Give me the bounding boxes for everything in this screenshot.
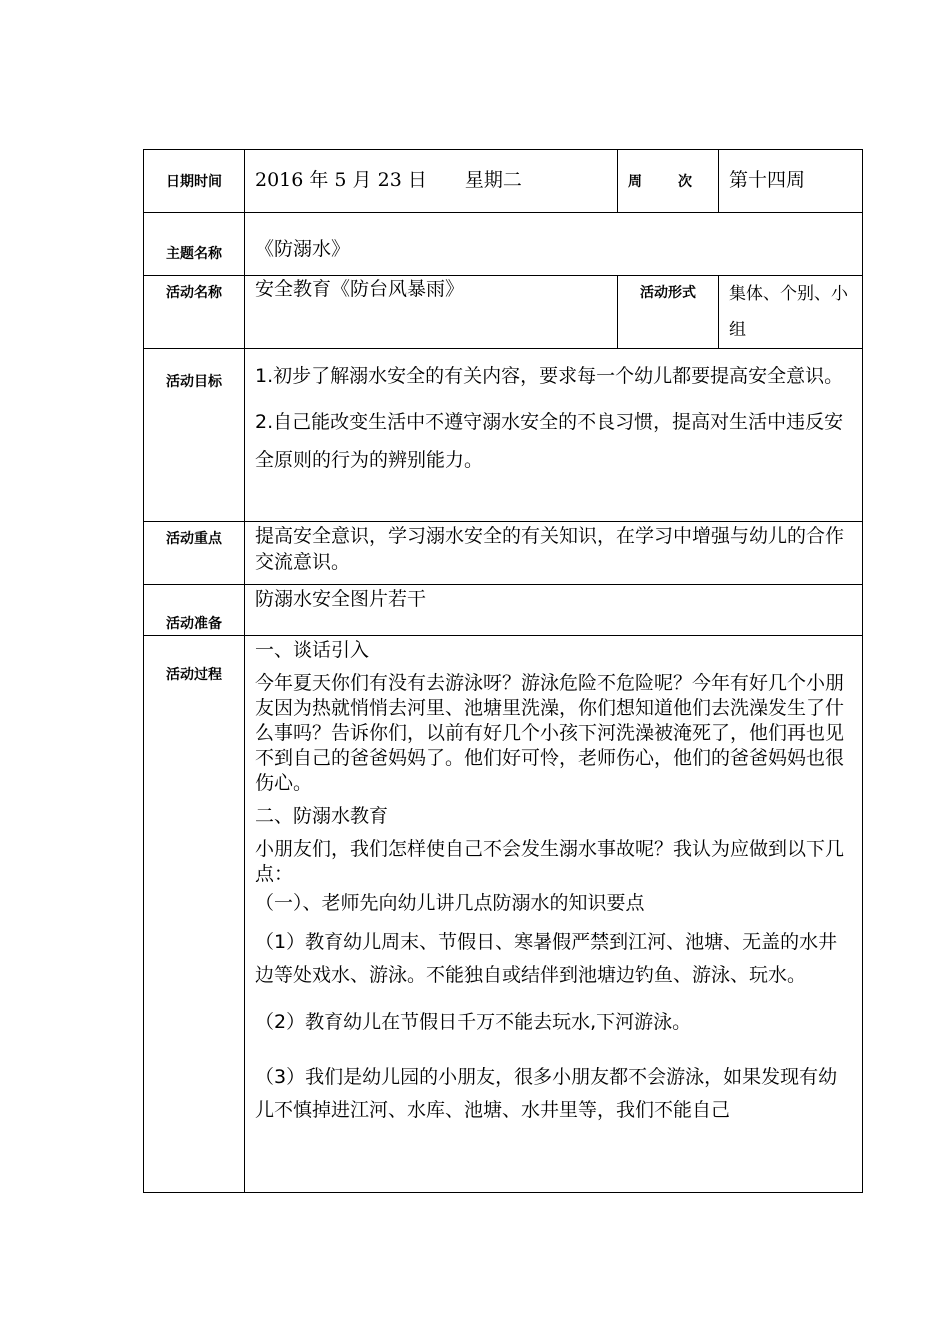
- row-date: [144, 150, 863, 213]
- form-value: [719, 276, 863, 349]
- prep-value: [245, 585, 863, 636]
- activity-label: [144, 276, 245, 349]
- form-value-text: 集体、个别、小组: [729, 284, 848, 340]
- theme-label: [144, 213, 245, 276]
- activity-value-text: 安全教育《防台风暴雨》: [255, 278, 465, 300]
- week-label-b: 次: [678, 174, 692, 190]
- form-label: [618, 276, 719, 349]
- process-value: [245, 636, 863, 1193]
- key-label: [144, 522, 245, 585]
- process-para-6: （1）教育幼儿周末、节假日、寒暑假严禁到江河、池塘、无盖的水井边等处戏水、游泳。不能独自或结伴到池塘边钓鱼、游泳、玩水。: [255, 931, 838, 986]
- process-para-1: 一、谈话引入: [255, 639, 370, 661]
- date-value: 2016 年 5 月 23 日 星期二: [245, 150, 618, 213]
- row-theme: [144, 213, 863, 276]
- process-para-5: （一）、老师先向幼儿讲几点防溺水的知识要点: [255, 892, 645, 914]
- goal-value: [245, 349, 863, 522]
- theme-value: [245, 213, 863, 276]
- key-value-text: 提高安全意识，学习溺水安全的有关知识，在学习中增强与幼儿的合作交流意识。: [255, 525, 845, 573]
- week-value: 第十四周: [719, 150, 863, 213]
- row-activity: [144, 276, 863, 349]
- process-label-text: 活动过程: [166, 667, 222, 683]
- prep-value-text: 防溺水安全图片若干: [255, 588, 427, 610]
- row-goal: [144, 349, 863, 522]
- row-prep: [144, 585, 863, 636]
- key-label-text: 活动重点: [166, 531, 222, 547]
- activity-value: [245, 276, 618, 349]
- row-key: [144, 522, 863, 585]
- row-process: [144, 636, 863, 1193]
- theme-label-text: 主题名称: [166, 246, 222, 262]
- key-value: [245, 522, 863, 585]
- theme-value-text: 《防溺水》: [255, 238, 351, 260]
- goal-label-text: 活动目标: [166, 374, 222, 390]
- process-para-2: 今年夏天你们有没有去游泳呀？游泳危险不危险呢？今年有好几个小朋友因为热就悄悄去河里、池塘里洗澡，你们想知道他们去洗澡发生了什么事吗？告诉你们，以前有好几个小孩下河洗澡被淹死了，他们再也见不到自己的爸爸妈妈了。他们好可怜，老师伤心，他们的爸爸妈妈也很伤心。: [255, 672, 845, 794]
- goal-item-2: 2.自己能改变生活中不遵守溺水安全的不良习惯，提高对生活中违反安全原则的行为的辨别能力。: [255, 411, 844, 471]
- form-label-text: 活动形式: [640, 285, 696, 301]
- process-para-7: （2）教育幼儿在节假日千万不能去玩水,下河游泳。: [255, 1011, 692, 1033]
- activity-label-text: 活动名称: [166, 285, 222, 301]
- week-label: [618, 150, 719, 213]
- process-para-3: 二、防溺水教育: [255, 805, 389, 827]
- process-label: [144, 636, 245, 1193]
- process-para-8: （3）我们是幼儿园的小朋友，很多小朋友都不会游泳，如果发现有幼儿不慎掉进江河、水库、池塘、水井里等，我们不能自己: [255, 1066, 838, 1121]
- process-para-4: 小朋友们，我们怎样使自己不会发生溺水事故呢？我认为应做到以下几点：: [255, 838, 845, 885]
- week-label-a: 周: [628, 174, 642, 190]
- prep-label-text: 活动准备: [166, 616, 222, 632]
- goal-label: [144, 349, 245, 522]
- prep-label: [144, 585, 245, 636]
- lesson-plan-table: [143, 149, 863, 1193]
- date-label: 日期时间: [144, 150, 245, 213]
- goal-item-1: 1.初步了解溺水安全的有关内容，要求每一个幼儿都要提高安全意识。: [255, 365, 844, 387]
